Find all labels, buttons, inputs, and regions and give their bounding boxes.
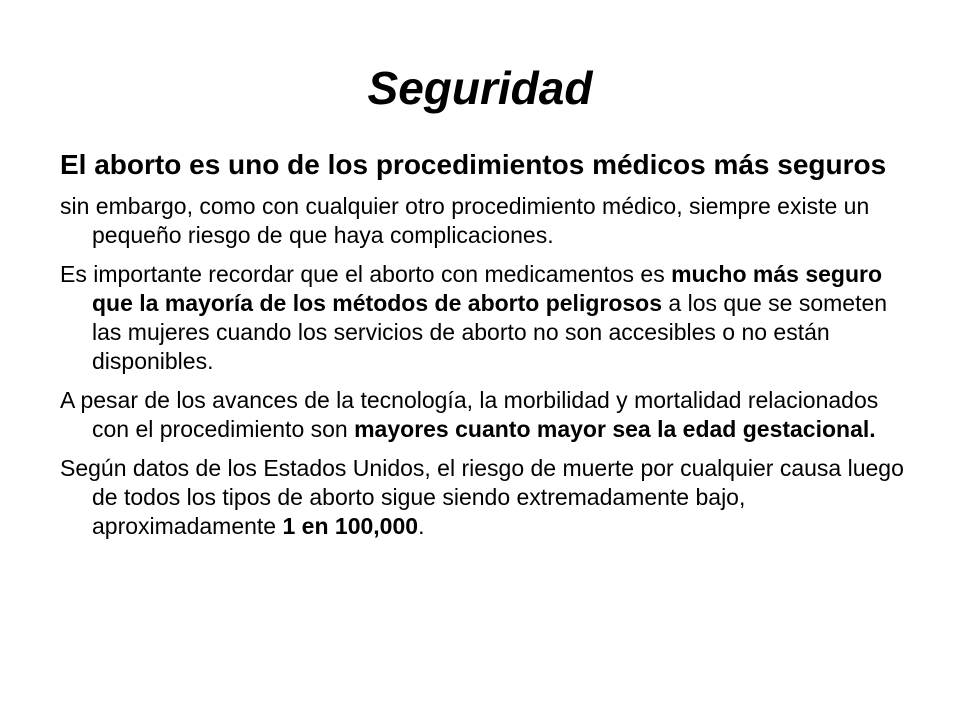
paragraph-complications: sin embargo, como con cualquier otro procedimiento médico, siempre existe un pequeño riesgo de que haya complicaciones. xyxy=(60,193,870,248)
slide-body xyxy=(60,148,912,551)
paragraph-us-data-end: . xyxy=(418,513,425,539)
paragraph-us-data-emphasis: 1 en 100,000 xyxy=(282,513,419,539)
paragraph-medication-abortion-emphasis: mucho más seguro que la mayoría de los métodos de aborto peligrosos xyxy=(92,261,882,316)
paragraph-gestational-age xyxy=(60,386,912,444)
slide-title: Seguridad xyxy=(367,62,593,114)
paragraph-medication-abortion-text-end: a los que se someten las mujeres cuando los servicios de aborto no son accesibles o no están disponibles. xyxy=(92,290,888,374)
paragraph-gestational-age-emphasis: mayores cuanto mayor sea la edad gestacional. xyxy=(354,416,876,442)
paragraph-gestational-age-text: A pesar de los avances de la tecnología, la morbilidad y mortalidad relacionados con el procedimiento son xyxy=(60,387,879,442)
lead-statement: El aborto es uno de los procedimientos médicos más seguros xyxy=(60,149,887,180)
paragraph-us-data xyxy=(60,454,912,541)
paragraph-us-data-text: Según datos de los Estados Unidos, el riesgo de muerte por cualquier causa luego de todos los tipos de aborto sigue siendo extremadamente bajo, aproximadamente xyxy=(60,455,904,539)
paragraph-medication-abortion xyxy=(60,260,912,376)
paragraph-medication-abortion-text-start: Es importante recordar que el aborto con medicamentos es xyxy=(60,261,672,287)
